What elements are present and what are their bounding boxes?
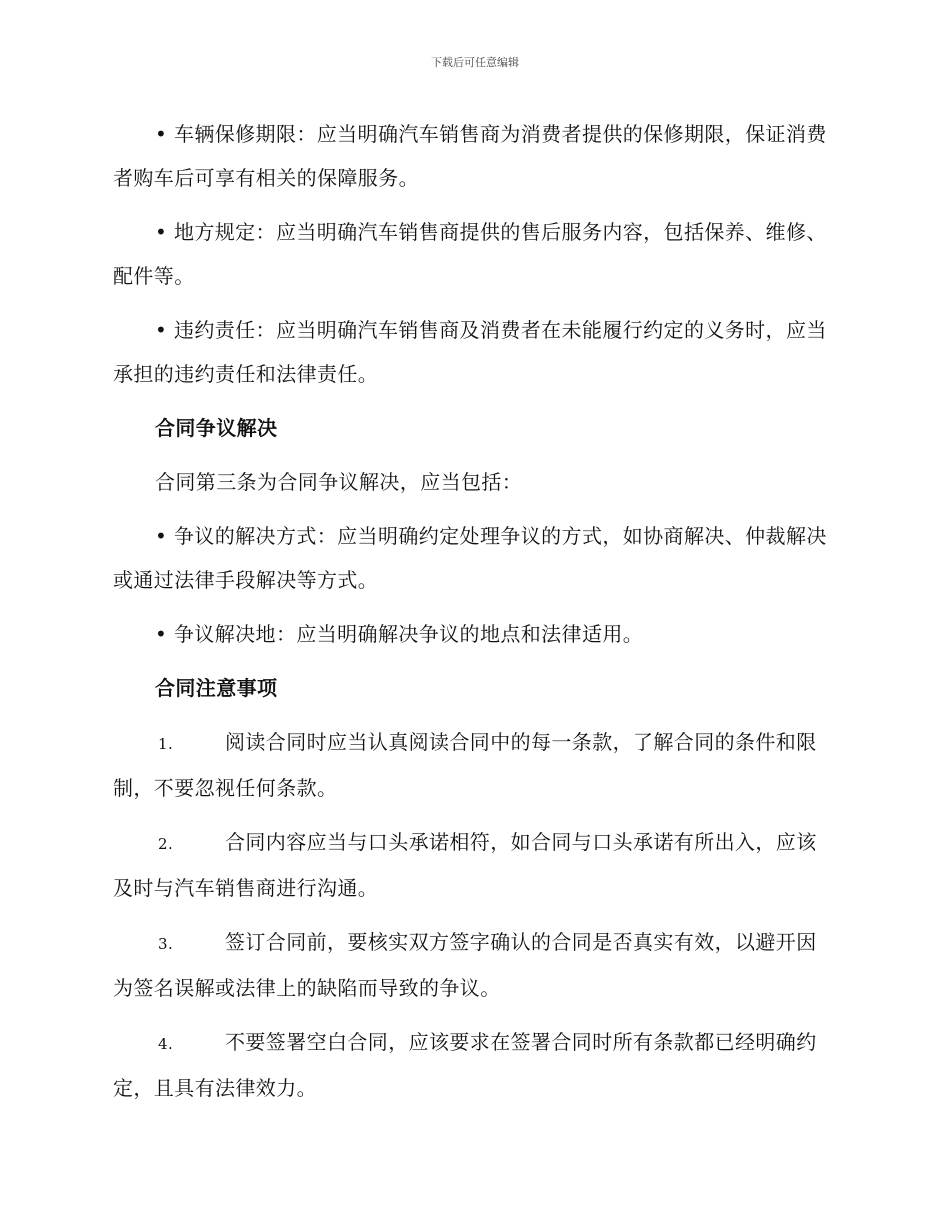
- numbered-item: [113, 720, 835, 810]
- document-body: [113, 112, 835, 1120]
- dispute-method-paragraph: • 争议的解决方式：应当明确约定处理争议的方式，如协商解决、仲裁解决或通过法律手段解决等方式。: [113, 524, 827, 592]
- notes-heading: 合同注意事项: [155, 676, 278, 700]
- numbered-item: [113, 820, 835, 910]
- item-number: 2.: [158, 835, 174, 853]
- item-text: 阅读合同时应当认真阅读合同中的每一条款，了解合同的条件和限制，不要忽视任何条款。: [113, 730, 817, 800]
- item-number: 3.: [158, 935, 174, 953]
- item-number: 1.: [158, 735, 174, 753]
- warranty-paragraph: • 车辆保修期限：应当明确汽车销售商为消费者提供的保修期限，保证消费者购车后可享有相关的保障服务。: [113, 122, 827, 190]
- item-text: 不要签署空白合同，应该要求在签署合同时所有条款都已经明确约定，且具有法律效力。: [113, 1030, 817, 1100]
- dispute-heading: 合同争议解决: [155, 416, 278, 440]
- numbered-item: [113, 1020, 835, 1110]
- numbered-item: [113, 920, 835, 1010]
- local-rules-paragraph: • 地方规定：应当明确汽车销售商提供的售后服务内容，包括保养、维修、配件等。: [113, 220, 827, 288]
- breach-paragraph: • 违约责任：应当明确汽车销售商及消费者在未能履行约定的义务时，应当承担的违约责任和法律责任。: [113, 318, 827, 386]
- item-text: 签订合同前，要核实双方签字确认的合同是否真实有效，以避开因为签名误解或法律上的缺陷而导致的争议。: [113, 930, 817, 1000]
- dispute-intro-paragraph: 合同第三条为合同争议解决，应当包括：: [155, 470, 523, 494]
- header-note: 下载后可任意编辑: [431, 56, 519, 69]
- dispute-place-paragraph: • 争议解决地：应当明确解决争议的地点和法律适用。: [155, 622, 644, 646]
- item-text: 合同内容应当与口头承诺相符，如合同与口头承诺有所出入，应该及时与汽车销售商进行沟通。: [113, 830, 817, 900]
- item-number: 4.: [158, 1035, 174, 1053]
